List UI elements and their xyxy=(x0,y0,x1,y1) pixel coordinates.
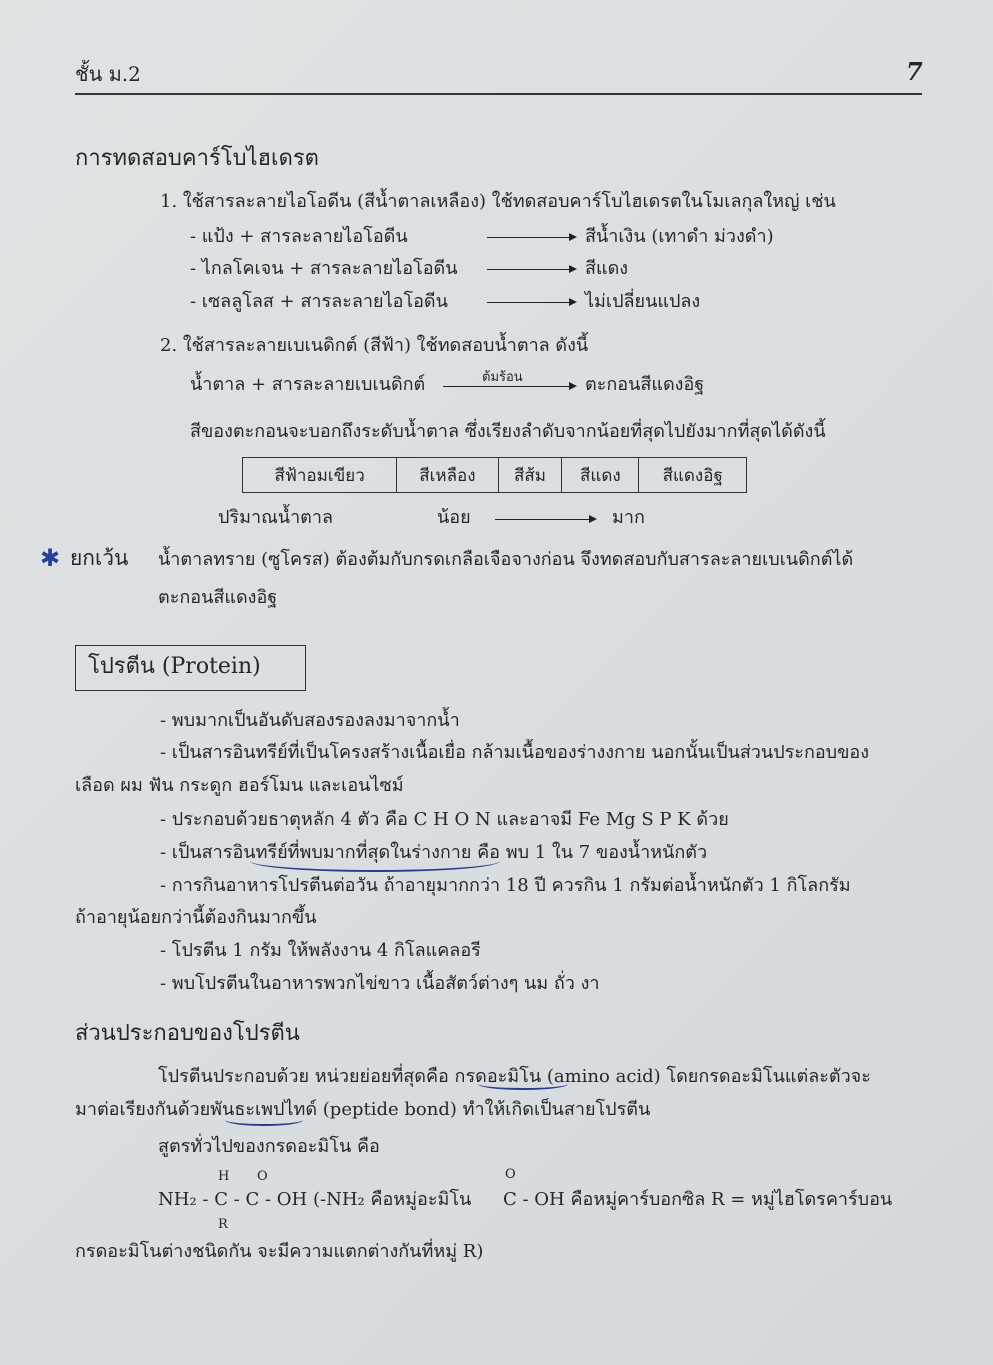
formula-label: สูตรทั่วไปของกรดอะมิโน คือ xyxy=(158,1136,380,1157)
protein-line: - เป็นสารอินทรีย์ที่เป็นโครงสร้างเนื้อเยื่อ กล้ามเนื้อของร่างงกาย นอกนั้นเป็นส่วนประกอบของ xyxy=(160,742,870,763)
test-reactants: - แป้ง + สารละลายไอโอดีน xyxy=(190,226,408,247)
color-cell: สีฟ้าอมเขียว xyxy=(243,458,397,493)
grade-label: ชั้น ม.2 xyxy=(75,62,141,86)
amount-low: น้อย xyxy=(437,507,471,528)
protein-line: - ประกอบด้วยธาตุหลัก 4 ตัว คือ C H O N และอาจมี Fe Mg S P K ด้วย xyxy=(160,809,729,830)
arrow-icon xyxy=(487,269,575,270)
formula-o: O xyxy=(505,1167,516,1182)
formula-h: H xyxy=(218,1169,230,1184)
formula-r: R xyxy=(218,1217,228,1232)
protein-line: - การกินอาหารโปรตีนต่อวัน ถ้าอายุมากกว่า 18 ปี ควรกิน 1 กรัมต่อน้ำหนักตัว 1 กิโลกรัม xyxy=(160,875,851,896)
arrow-icon xyxy=(487,237,575,238)
color-cell: สีแดง xyxy=(562,458,639,493)
composition-paragraph: มาต่อเรียงกันด้วยพันธะเพปไทด์ (peptide bond) ทำให้เกิดเป็นสายโปรตีน xyxy=(75,1099,651,1120)
color-cell: สีส้ม xyxy=(498,458,562,493)
benedict-condition: ต้มร้อน xyxy=(482,370,523,385)
test-reactants: - ไกลโคเจน + สารละลายไอโอดีน xyxy=(190,258,458,279)
exception-text: น้ำตาลทราย (ซูโครส) ต้องต้มกับกรดเกลือเจือจางก่อน จึงทดสอบกับสารละลายเบเนดิกต์ได้ xyxy=(158,549,854,570)
pen-underline xyxy=(225,1114,303,1126)
test-result: ไม่เปลี่ยนแปลง xyxy=(585,291,701,312)
order-sentence: สีของตะกอนจะบอกถึงระดับน้ำตาล ซึ่งเรียงลำดับจากน้อยที่สุดไปยังมากที่สุดได้ดังนี้ xyxy=(190,421,826,442)
sugar-amount-label: ปริมาณน้ำตาล xyxy=(218,507,334,528)
arrow-icon xyxy=(487,302,575,303)
protein-line: - พบโปรตีนในอาหารพวกไข่ขาว เนื้อสัตว์ต่างๆ นม ถั่ว งา xyxy=(160,973,600,994)
benedict-item: 2. ใช้สารละลายเบเนดิกต์ (สีฟ้า) ใช้ทดสอบน้ำตาล ดังนี้ xyxy=(160,335,589,356)
test-result: สีแดง xyxy=(585,258,629,279)
arrow-icon xyxy=(443,386,575,387)
composition-paragraph: โปรตีนประกอบด้วย หน่วยย่อยที่สุดคือ กรดอะมิโน (amino acid) โดยกรดอะมิโนแต่ละตัวจะ xyxy=(158,1066,871,1087)
exception-label: ยกเว้น xyxy=(70,546,129,570)
protein-line: - พบมากเป็นอันดับสองรองลงมาจากน้ำ xyxy=(160,710,460,731)
protein-line: ถ้าอายุน้อยกว่านี้ต้องกินมากขึ้น xyxy=(75,907,317,928)
formula-main: NH₂ - C - C - OH (-NH₂ คือหมู่อะมิโน xyxy=(158,1189,472,1210)
protein-line: - เป็นสารอินทรีย์ที่พบมากที่สุดในร่างกาย คือ พบ 1 ใน 7 ของน้ำหนักตัว xyxy=(160,842,708,863)
benedict-reactants: น้ำตาล + สารละลายเบเนดิกต์ xyxy=(190,374,426,395)
precipitate-color-table xyxy=(242,457,747,493)
iodine-item: 1. ใช้สารละลายไอโอดีน (สีน้ำตาลเหลือง) ใช้ทดสอบคาร์โบไฮเดรตในโมเลกุลใหญ่ เช่น xyxy=(160,191,836,212)
color-cell: สีเหลือง xyxy=(397,458,498,493)
protein-line: - โปรตีน 1 กรัม ให้พลังงาน 4 กิโลแคลอรี xyxy=(160,940,481,961)
pen-underline xyxy=(250,850,500,872)
test-reactants: - เซลลูโลส + สารละลายไอโอดีน xyxy=(190,291,448,312)
arrow-icon xyxy=(495,519,595,520)
carb-test-heading: การทดสอบคาร์โบไฮเดรต xyxy=(75,146,319,171)
header-rule xyxy=(75,93,922,95)
composition-heading: ส่วนประกอบของโปรตีน xyxy=(75,1021,300,1046)
color-cell: สีแดงอิฐ xyxy=(639,458,747,493)
protein-line: เลือด ผม ฟัน กระดูก ฮอร์โมน และเอนไซม์ xyxy=(75,775,404,796)
formula-carboxyl: C - OH คือหมู่คาร์บอกซิล R = หมู่ไฮโดรคาร์บอน xyxy=(503,1189,893,1210)
test-result: สีน้ำเงิน (เทาดำ ม่วงดำ) xyxy=(585,226,774,247)
closing-line: กรดอะมิโนต่างชนิดกัน จะมีความแตกต่างกันที่หมู่ R) xyxy=(75,1241,484,1262)
formula-o: O xyxy=(257,1169,268,1184)
pen-underline xyxy=(478,1078,568,1090)
protein-heading: โปรตีน (Protein) xyxy=(88,654,261,679)
star-icon: ✱ xyxy=(40,544,61,572)
page-number: 7 xyxy=(906,57,923,86)
amount-high: มาก xyxy=(612,507,645,528)
benedict-result: ตะกอนสีแดงอิฐ xyxy=(585,374,705,395)
exception-text: ตะกอนสีแดงอิฐ xyxy=(158,587,278,608)
